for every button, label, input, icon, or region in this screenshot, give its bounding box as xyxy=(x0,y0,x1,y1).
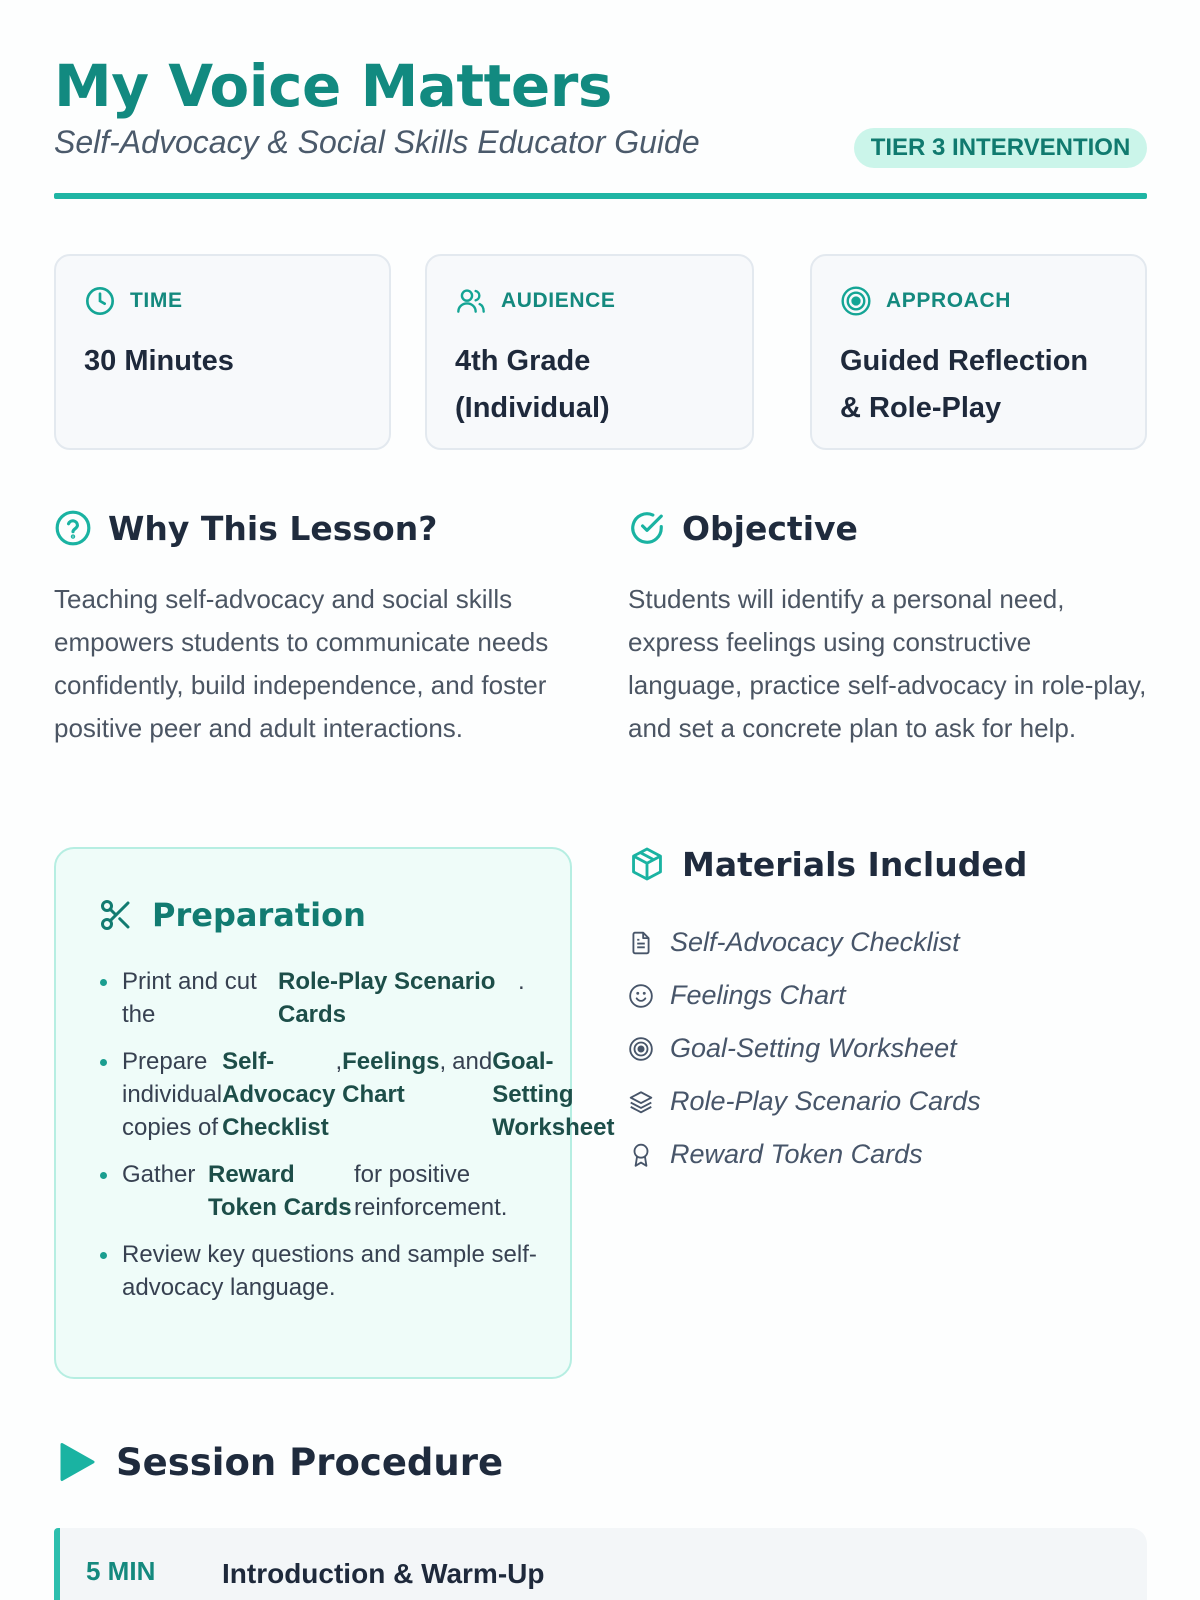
objective-text: Students will identify a personal need, express feelings using constructive language, practice self-advocacy in role-play, and set a concrete plan to ask for help. xyxy=(628,584,1147,743)
procedure-step xyxy=(54,1528,1147,1600)
audience-label: AUDIENCE xyxy=(501,289,616,312)
preparation-box xyxy=(54,847,615,1379)
document-icon xyxy=(628,930,654,956)
material-item: Self-Advocacy Checklist xyxy=(628,916,981,969)
tier-badge: TIER 3 INTERVENTION xyxy=(854,128,1147,168)
prep-item-reward-tokens: Gather Reward Token Cards for positive reinforcement. xyxy=(100,1158,570,1224)
play-icon xyxy=(54,1440,98,1484)
check-circle-icon xyxy=(628,509,666,547)
objective-title: Objective xyxy=(682,508,858,548)
material-item: Reward Token Cards xyxy=(628,1128,981,1181)
audience-card xyxy=(425,254,754,450)
prep-item-review-questions: Review key questions and sample self-advocacy language. xyxy=(100,1238,570,1304)
package-icon xyxy=(628,845,666,883)
material-item: Goal-Setting Worksheet xyxy=(628,1022,981,1075)
prep-item-copies: Prepare individual copies of Self-Advocacy Checklist , Feelings Chart , and Goal-Setting Worksheet xyxy=(100,1045,570,1144)
material-item: Feelings Chart xyxy=(628,969,981,1022)
why-section-header xyxy=(54,506,437,550)
audience-value: 4th Grade (Individual) xyxy=(455,345,610,424)
target-icon xyxy=(628,1036,654,1062)
educator-guide-page xyxy=(54,0,1147,1600)
page-title: My Voice Matters xyxy=(54,52,612,120)
question-circle-icon xyxy=(54,509,92,547)
objective-section-header xyxy=(628,506,858,550)
award-icon xyxy=(628,1142,654,1168)
why-title: Why This Lesson? xyxy=(108,508,438,548)
step-duration: 5 MIN xyxy=(86,1556,156,1586)
materials-section-header xyxy=(628,842,1027,886)
page-subtitle: Self-Advocacy & Social Skills Educator Guide xyxy=(54,124,700,160)
preparation-list xyxy=(100,965,615,1318)
procedure-title: Session Procedure xyxy=(116,1440,504,1484)
header-divider xyxy=(54,193,1147,199)
scissors-icon xyxy=(98,897,134,933)
smile-icon xyxy=(628,983,654,1009)
materials-title: Materials Included xyxy=(682,844,1028,884)
time-value: 30 Minutes xyxy=(84,345,234,377)
preparation-title: Preparation xyxy=(152,896,366,934)
step-title: Introduction & Warm-Up xyxy=(222,1558,545,1589)
why-text: Teaching self-advocacy and social skills empowers students to communicate needs confidently, build independence, and foster positive peer and adult interactions. xyxy=(54,584,549,743)
procedure-section-header xyxy=(54,1436,503,1488)
preparation-header xyxy=(98,893,366,937)
layers-icon xyxy=(628,1089,654,1115)
time-card xyxy=(54,254,391,450)
material-item: Role-Play Scenario Cards xyxy=(628,1075,981,1128)
approach-card xyxy=(810,254,1147,450)
target-icon xyxy=(840,285,872,317)
materials-list xyxy=(628,916,981,1181)
approach-label: APPROACH xyxy=(886,289,1011,312)
approach-value: Guided Reflection & Role-Play xyxy=(840,345,1089,424)
clock-icon xyxy=(84,285,116,317)
prep-item-print-cards: Print and cut the Role-Play Scenario Cards . xyxy=(100,965,570,1031)
users-icon xyxy=(455,285,487,317)
time-label: TIME xyxy=(130,289,183,312)
